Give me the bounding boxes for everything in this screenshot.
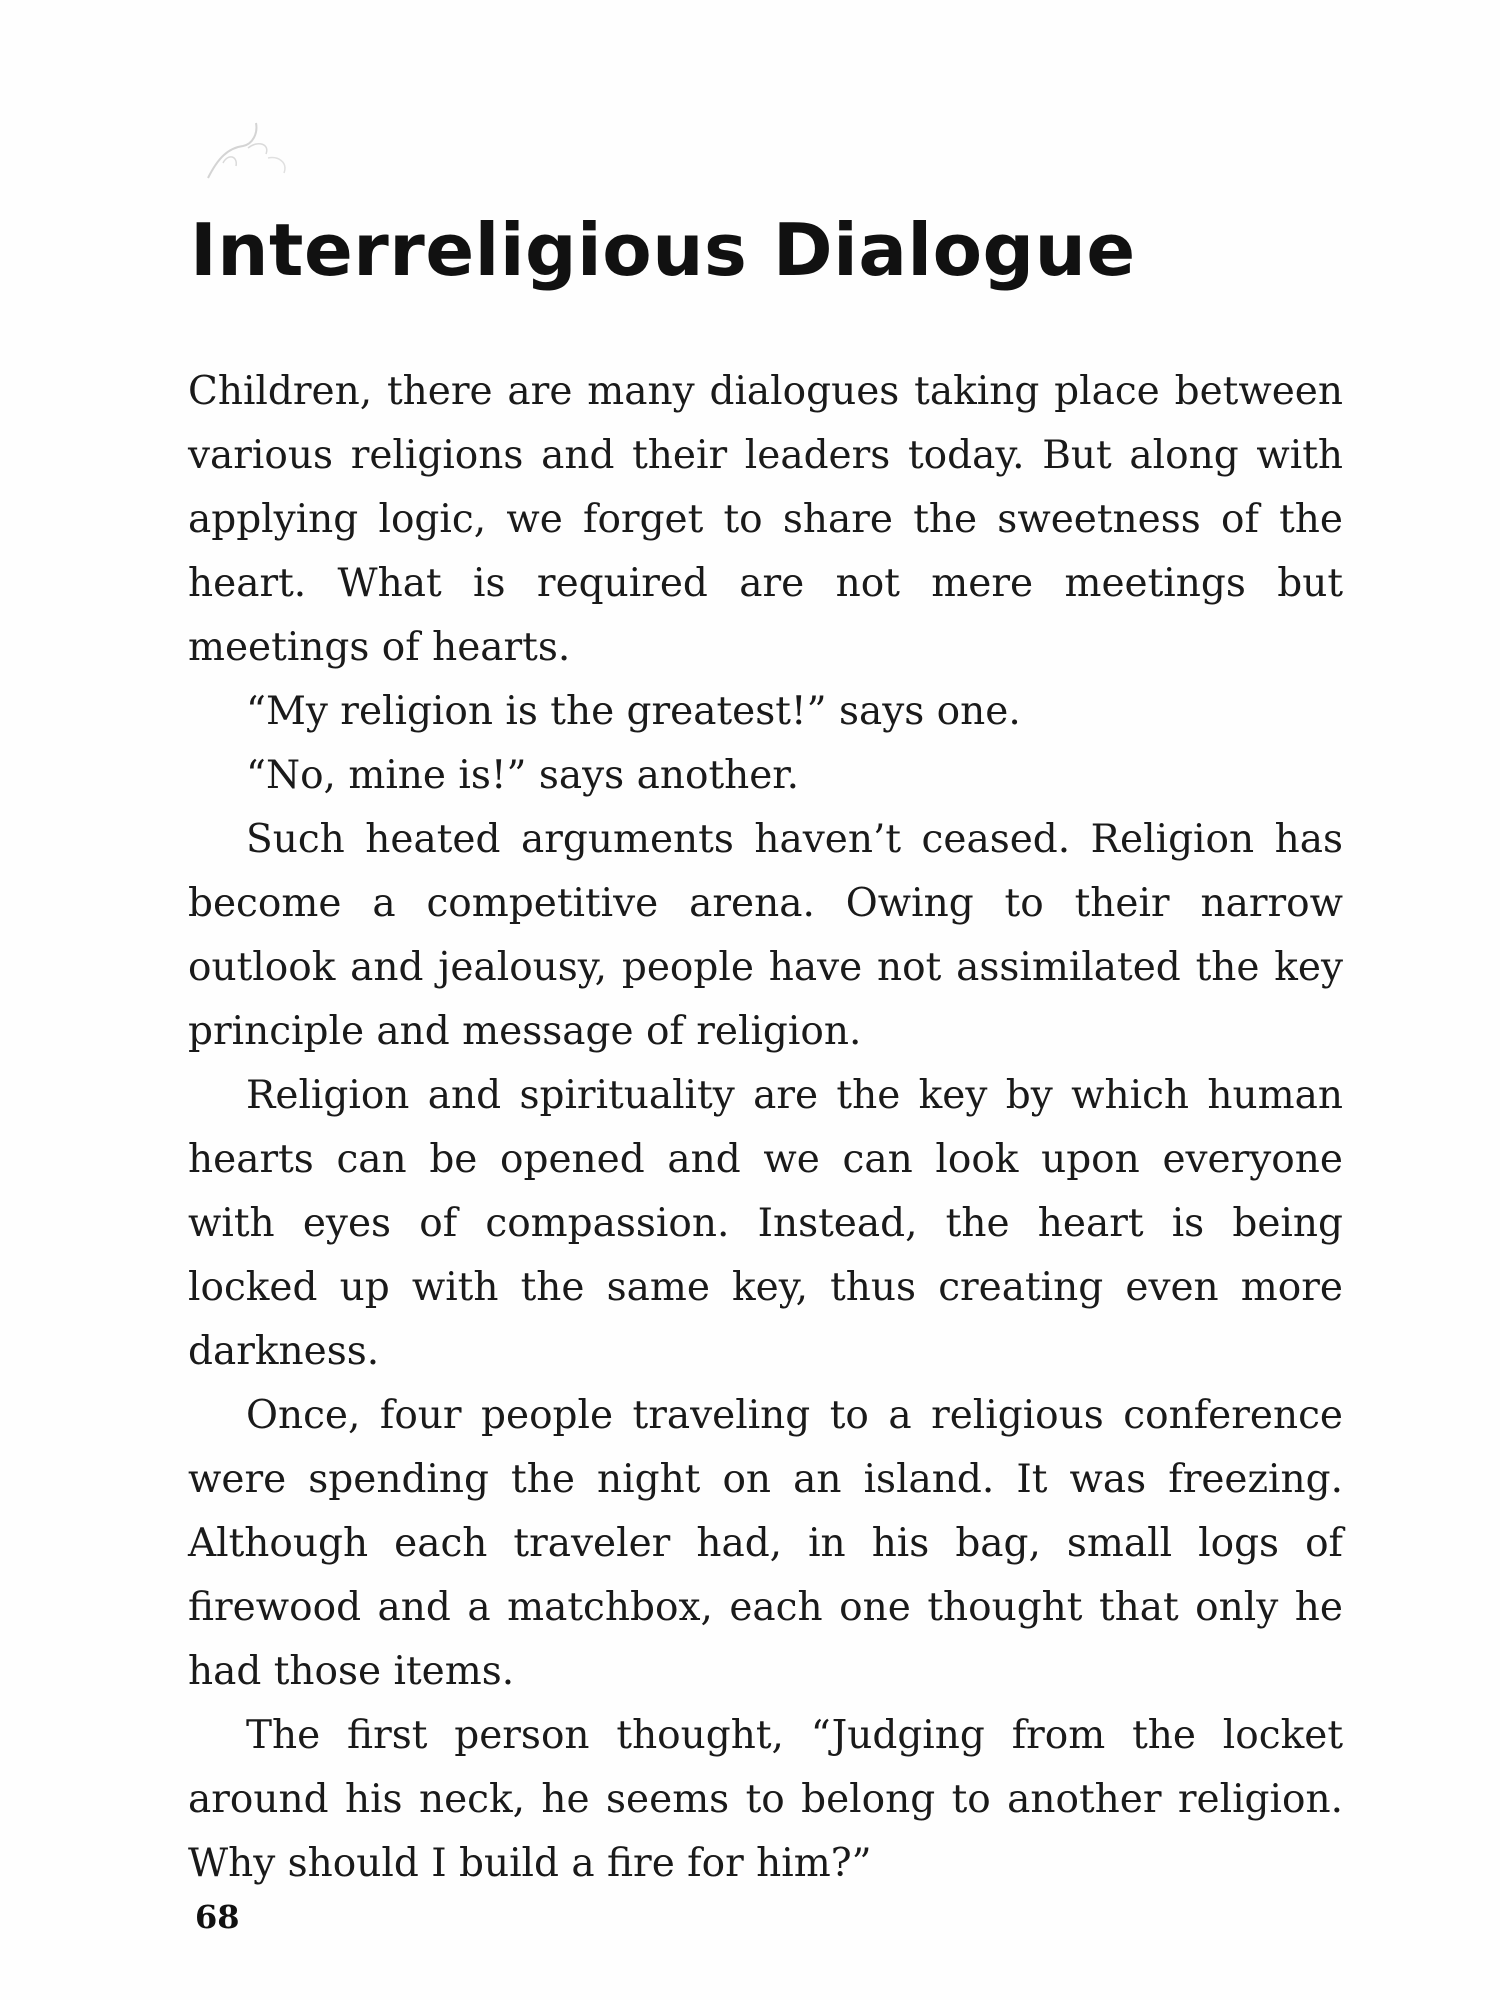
paragraph: Such heated arguments haven’t ceased. Religion has become a competitive arena. Owing to their narrow outlook and jealousy, people have not assimilated the key principle and message of religion. <box>188 817 1343 1054</box>
paragraph: The first person thought, “Judging from the locket around his neck, he seems to belong to another religion. Why should I build a fire for him?” <box>188 1713 1343 1886</box>
page-number: 68 <box>195 1898 240 1936</box>
paragraph: Religion and spirituality are the key by which human hearts can be opened and we can look upon everyone with eyes of compassion. Instead, the heart is being locked up with the same key, thus creating even more darkness. <box>188 1073 1343 1374</box>
chapter-title: Interreligious Dialogue <box>190 208 1136 292</box>
paragraph: Once, four people traveling to a religious conference were spending the night on an island. It was freezing. Although each traveler had, in his bag, small logs of firewood and a matchbox, each one thought that only he had those items. <box>188 1393 1343 1694</box>
floral-ornament-icon <box>198 118 308 188</box>
paragraph: “No, mine is!” says another. <box>246 753 800 798</box>
paragraph: “My religion is the greatest!” says one. <box>246 689 1021 734</box>
paragraph: Children, there are many dialogues taking place between various religions and their leaders today. But along with applying logic, we forget to share the sweetness of the heart. What is required are not mere meetings but meetings of hearts. <box>188 369 1343 670</box>
body-text <box>188 360 1343 1896</box>
